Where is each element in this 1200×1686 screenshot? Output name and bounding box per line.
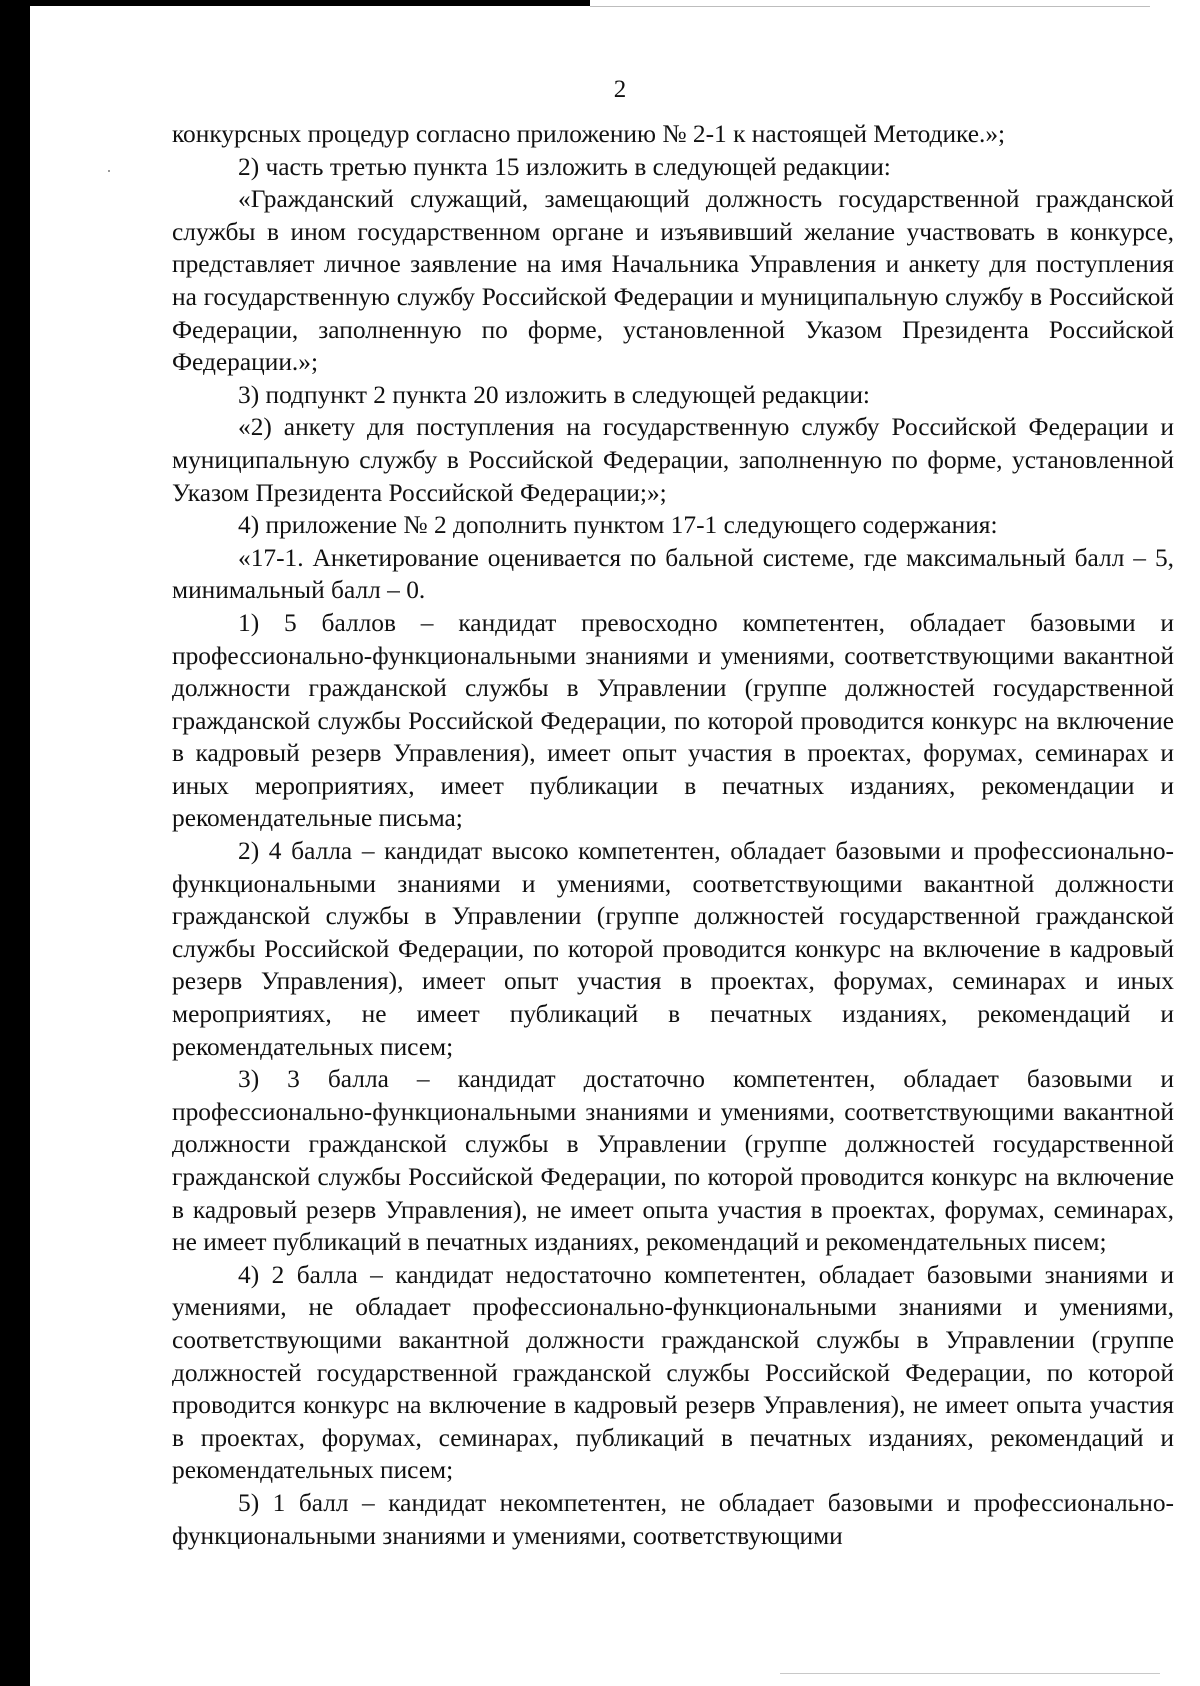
paragraph-quote-civil-servant: «Гражданский служащий, замещающий должность государственной гражданской службы в ином государственном органе и изъявивший желание участвовать в конкурсе, представляет личное заявление на имя Начальника Управления и анкету для поступления на государственную службу Российской Федерации и муниципальную службу в Российской Федерации, заполненную по форме, установленной Указом Президента Российской Федерации.»;	[172, 185, 1174, 377]
document-body	[172, 118, 1174, 1552]
paragraph-item-2: 2) часть третью пункта 15 изложить в следующей редакции:	[238, 152, 891, 181]
paragraph-item-4: 4) приложение № 2 дополнить пунктом 17-1 следующего содержания:	[238, 511, 998, 540]
scan-border-top	[30, 0, 590, 6]
scan-border-left	[0, 0, 30, 1686]
paragraph-score-1: 5) 1 балл – кандидат некомпетентен, не обладает базовыми и профессионально-функциональными знаниями и умениями, соответствующими	[172, 1488, 1174, 1550]
scan-line-bottom	[780, 1673, 1160, 1674]
scan-speck	[108, 170, 110, 172]
paragraph-score-3: 3) 3 балла – кандидат достаточно компетентен, обладает базовыми и профессионально-функциональными знаниями и умениями, соответствующими вакантной должности гражданской службы в Управлении (группе должностей государственной гражданской службы Российской Федерации, по которой проводится конкурс на включение в кадровый резерв Управления), не имеет опыта участия в проектах, форумах, семинарах, не имеет публикаций в печатных изданиях, рекомендаций и рекомендательных писем;	[172, 1065, 1174, 1257]
paragraph-score-4: 2) 4 балла – кандидат высоко компетентен, обладает базовыми и профессионально-функциональными знаниями и умениями, соответствующими вакантной должности гражданской службы в Управлении (группе должностей государственной гражданской службы Российской Федерации, по которой проводится конкурс на включение в кадровый резерв Управления), имеет опыт участия в проектах, форумах, семинарах и иных мероприятиях, не имеет публикаций в печатных изданиях, рекомендаций и рекомендательных писем;	[172, 837, 1174, 1061]
page-number: 2	[613, 76, 627, 103]
paragraph-score-5: 1) 5 баллов – кандидат превосходно компетентен, обладает базовыми и профессионально-функциональными знаниями и умениями, соответствующими вакантной должности гражданской службы в Управлении (группе должностей государственной гражданской службы Российской Федерации, по которой проводится конкурс на включение в кадровый резерв Управления), имеет опыт участия в проектах, форумах, семинарах и иных мероприятиях, имеет публикации в печатных изданиях, рекомендации и рекомендательные письма;	[172, 608, 1174, 833]
scan-line-top	[590, 6, 1150, 7]
paragraph-quote-questionnaire: «2) анкету для поступления на государственную службу Российской Федерации и муниципальную службу в Российской Федерации, заполненную по форме, установленной Указом Президента Российской Федерации;»;	[172, 413, 1174, 507]
paragraph-item-3: 3) подпункт 2 пункта 20 изложить в следующей редакции:	[238, 380, 870, 409]
paragraph-17-1: «17-1. Анкетирование оценивается по бальной системе, где максимальный балл – 5, минимальный балл – 0.	[172, 543, 1174, 605]
paragraph-continuation: конкурсных процедур согласно приложению № 2-1 к настоящей Методике.»;	[172, 120, 1006, 148]
paragraph-score-2: 4) 2 балла – кандидат недостаточно компетентен, обладает базовыми знаниями и умениями, не обладает профессионально-функциональными знаниями и умениями, соответствующими вакантной должности гражданской службы в Управлении (группе должностей государственной гражданской службы Российской Федерации, по которой проводится конкурс на включение в кадровый резерв Управления), не имеет опыта участия в проектах, форумах, семинарах, публикаций в печатных изданиях, рекомендаций и рекомендательных писем;	[172, 1260, 1174, 1485]
